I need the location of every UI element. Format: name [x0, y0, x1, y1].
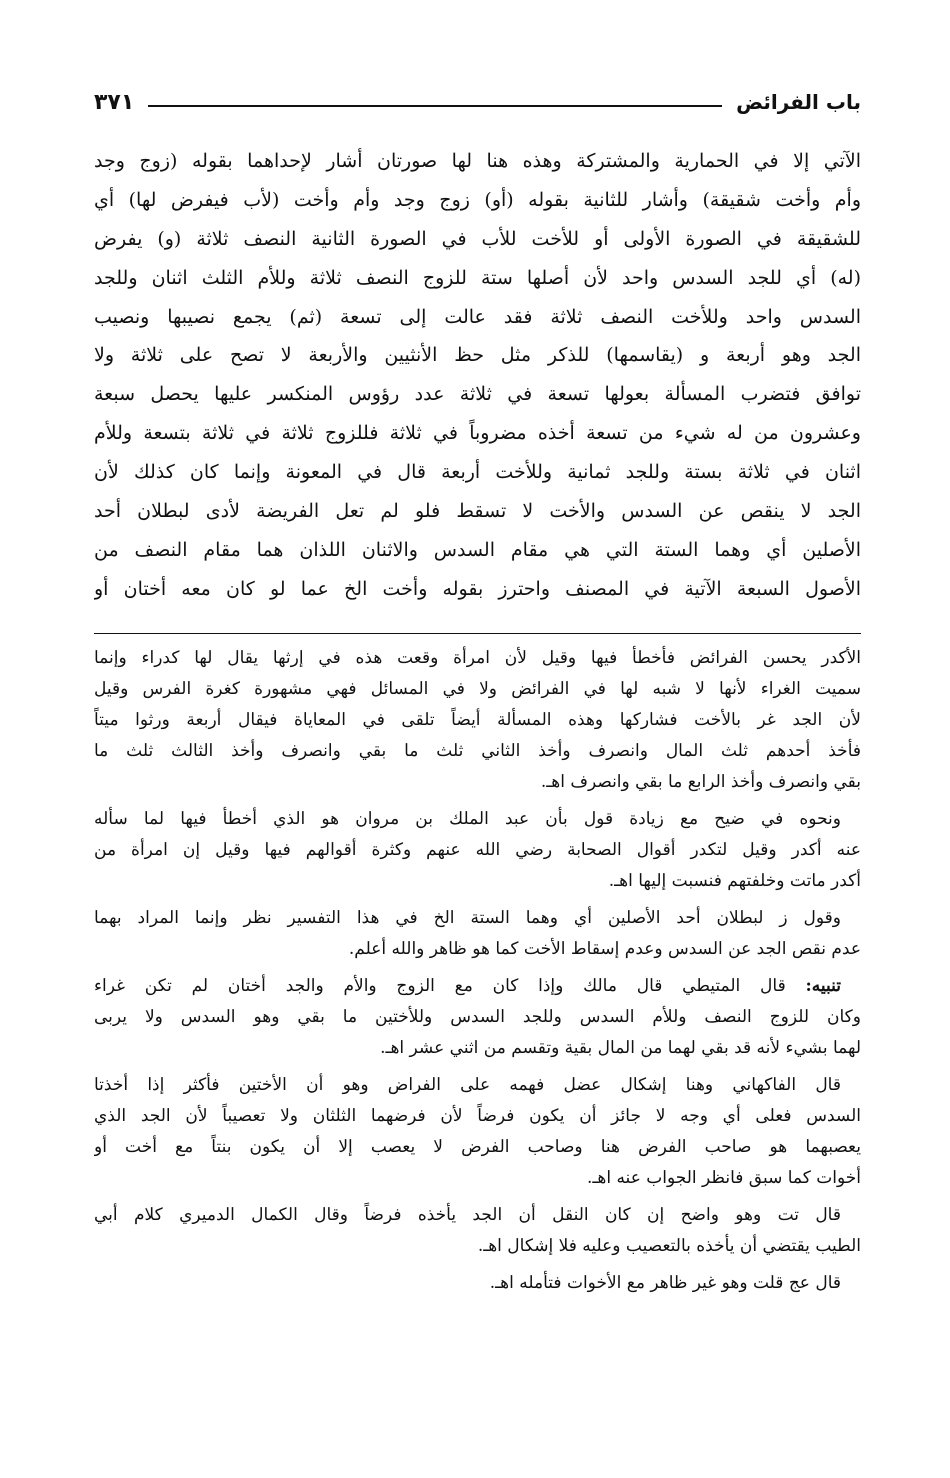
footnote-paragraph — [94, 804, 861, 897]
footnote-paragraph — [94, 1070, 861, 1194]
footnote-line — [94, 971, 861, 1002]
footnote-line: قال عج قلت وهو غير ظاهر مع الأخوات فتأمله اهـ. — [489, 1273, 841, 1293]
footnote-line: وكان للزوج النصف وللأم السدس وللجد السدس وللأختين ما بقي وهو السدس ولا يربى — [94, 1007, 861, 1027]
footnote-line: أخوات كما سبق فانظر الجواب عنه اهـ. — [586, 1168, 861, 1188]
footnote-line: الأكدر يحسن الفرائض فأخطأ فيها وقيل لأن امرأة وقعت هذه في إرثها يقال لها كدراء وإنما — [94, 648, 861, 668]
main-text-line: وأم وأخت شقيقة) وأشار للثانية بقوله (أو) زوج وجد وأم وأخت (لأب فيفرض لها) أي — [94, 188, 861, 211]
footnote-line: بقي وانصرف وأخذ الرابع ما بقي وانصرف اهـ. — [540, 772, 861, 792]
footnote-line: عنه أكدر وقيل لتكدر أقوال الصحابة رضي الله عنهم وكثرة أقوالهم فيها وقيل إن امرأة من — [94, 840, 861, 860]
footnote-paragraph — [94, 643, 861, 798]
footnote-line: عدم نقص الجد عن السدس وعدم إسقاط الأخت كما هو ظاهر والله أعلم. — [348, 939, 861, 959]
footnote-line: يعصبهما هو صاحب الفرض هنا وصاحب الفرض لا يعصب إلا أن يكون بنتاً مع أخت أو — [94, 1137, 861, 1157]
footnote-line: لهما بشيء لأنه قد بقي لهما من المال بقية وتقسم من اثني عشر اهـ. — [380, 1038, 861, 1058]
running-header — [94, 82, 861, 122]
footnote-paragraph — [94, 903, 861, 965]
main-text-line: وعشرون من له شيء من تسعة أخذه مضروباً في ثلاثة فللزوج ثلاثة في ثلاثة بتسعة وللأم — [94, 422, 861, 445]
footnote-paragraph — [94, 971, 861, 1064]
main-text — [94, 142, 861, 609]
footnote-line: لأن الجد غر بالأخت فشاركها وهذه المسألة أيضاً تلقى في المعاياة فيقال أربعة ورثوا ميتاً — [94, 710, 861, 730]
footnote-paragraph — [94, 1200, 861, 1262]
footnote-line-text: قال المتيطي قال مالك وإذا كان مع الزوج والأم والجد أختان لم تكن غراء — [94, 976, 786, 996]
main-text-line: الآتي إلا في الحمارية والمشتركة وهذه هنا لها صورتان أشار لإحداهما بقوله (زوج وجد — [94, 150, 861, 172]
main-text-line: السدس واحد وللأخت النصف ثلاثة فقد عالت إلى تسعة (ثم) يجمع نصيبها ونصيب — [94, 305, 861, 328]
header-rule — [148, 105, 722, 107]
footnote-separator — [94, 633, 861, 634]
main-text-line: (له) أي للجد السدس واحد لأن أصلها ستة للزوج النصف ثلاثة وللأم الثلث اثنان وللجد — [94, 266, 861, 289]
footnote-line: الطيب يقتضي أن يأخذه بالتعصيب وعليه فلا إشكال اهـ. — [477, 1236, 861, 1256]
main-text-line: الأصول السبعة الآتية في المصنف واحترز بقوله وأخت الخ عما لو كان معه أختان أو — [94, 577, 861, 600]
footnote-line: وقول ز لبطلان أحد الأصلين أي وهما الستة الخ في هذا التفسير نظر وإنما المراد بهما — [94, 908, 841, 928]
main-text-line: الأصلين أي وهما الستة التي هي مقام السدس والاثنان اللذان هما مقام النصف من — [94, 538, 861, 561]
page-number: ٣٧١ — [94, 89, 135, 115]
footnote-line: أكدر ماتت وخلفتهم فنسبت إليها اهـ. — [608, 871, 861, 891]
footnote-line: قال الفاكهاني وهنا إشكال عضل فهمه على الفراض وهو أن الأختين فأكثر إذا أخذتا — [94, 1075, 841, 1095]
main-text-line: اثنان في ثلاثة بستة وللجد ثمانية وللأخت أربعة قال في المعونة وإنما كان كذلك لأن — [94, 461, 861, 484]
footnote-line: ونحوه في ضيح مع زيادة قول بأن عبد الملك بن مروان هو الذي أخطأ فيها لما سأله — [94, 809, 841, 829]
footnote-line: فأخذ أحدهم ثلث المال وانصرف وأخذ الثاني ثلث ما بقي وانصرف وأخذ الثالث ثلث ما — [94, 741, 861, 761]
main-text-line: توافق فتضرب المسألة بعولها تسعة في ثلاثة عدد رؤوس المنكسر عليها يحصل سبعة — [94, 383, 861, 406]
footnote-line: سميت الغراء لأنها لا شبه لها في الفرائض ولا في المسائل فهي مشهورة كغرة الفرس وقيل — [94, 679, 861, 699]
footnote-line: السدس فعلى أي وجه لا جائز أن يكون فرضاً لأن فرضهما الثلثان ولا تعصيباً لأن الجد الذي — [94, 1106, 861, 1126]
footnote-paragraph — [94, 1268, 861, 1299]
footnotes — [94, 643, 861, 1305]
main-text-line: الجد وهو أربعة و (يقاسمها) للذكر مثل حظ الأنثيين والأربعة لا تصح على ثلاثة ولا — [94, 344, 861, 367]
note-label: تنبيه: — [805, 976, 841, 996]
main-text-line: الجد لا ينقص عن السدس والأخت لا تسقط فلو لم تعل الفريضة لأدى لبطلان أحد — [94, 500, 861, 523]
chapter-title: باب الفرائض — [736, 90, 861, 114]
footnote-line: قال تت وهو واضح إن كان النقل أن الجد يأخذه فرضاً وقال الكمال الدميري كلام أبي — [94, 1205, 841, 1225]
main-text-line: للشقيقة في الصورة الأولى أو للأخت للأب في الصورة الثانية النصف ثلاثة (و) يفرض — [94, 227, 861, 250]
